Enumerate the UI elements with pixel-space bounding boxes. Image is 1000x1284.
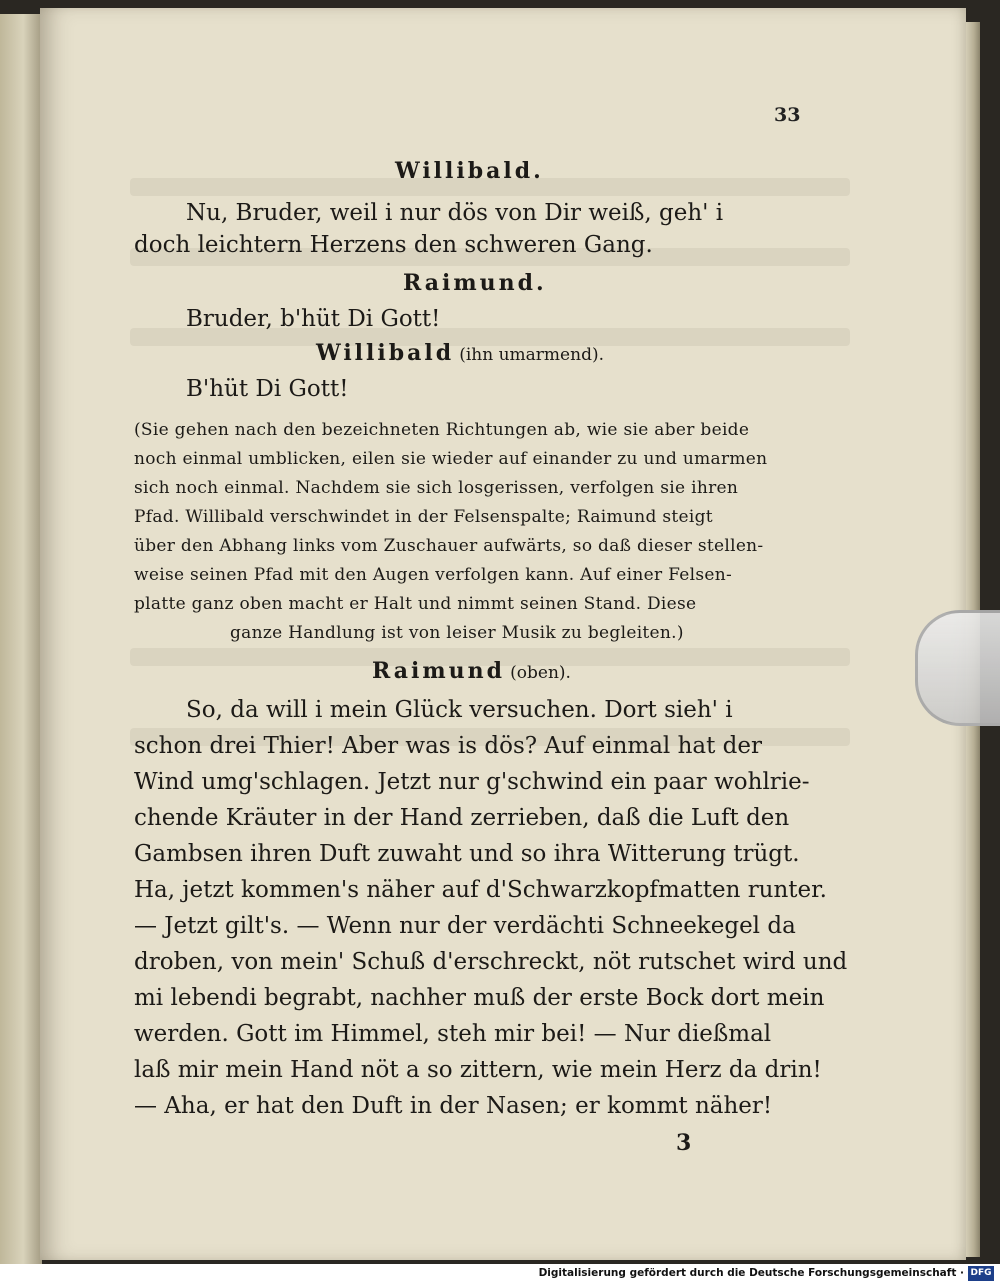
stage-direction-line: Pfad. Willibald verschwindet in der Felsenspalte; Raimund steigt bbox=[134, 507, 713, 527]
dialogue-line: doch leichtern Herzens den schweren Gang. bbox=[134, 232, 653, 258]
dialogue-line: B'hüt Di Gott! bbox=[186, 376, 349, 402]
dialogue-line: — Aha, er hat den Duft in der Nasen; er kommt näher! bbox=[134, 1093, 773, 1119]
signature-mark: 3 bbox=[676, 1130, 692, 1156]
speaker-line bbox=[316, 340, 604, 366]
stage-direction: (ihn umarmend). bbox=[459, 345, 604, 365]
speaker-line bbox=[372, 658, 571, 684]
dialogue-line: schon drei Thier! Aber was is dös? Auf einmal hat der bbox=[134, 733, 763, 759]
facing-page-edge bbox=[0, 14, 42, 1264]
stage-direction-line: weise seinen Pfad mit den Augen verfolgen kann. Auf einer Felsen- bbox=[134, 565, 733, 585]
dialogue-line: — Jetzt gilt's. — Wenn nur der verdächti Schneekegel da bbox=[134, 913, 796, 939]
page-clip bbox=[915, 610, 1000, 726]
speaker-name: Raimund. bbox=[403, 270, 547, 296]
dialogue-line: Gambsen ihren Duft zuwaht und so ihra Witterung trügt. bbox=[134, 841, 800, 867]
stage-direction-line: platte ganz oben macht er Halt und nimmt seinen Stand. Diese bbox=[134, 594, 697, 614]
stage-direction-line: ganze Handlung ist von leiser Musik zu begleiten.) bbox=[230, 623, 684, 643]
footer-bar bbox=[0, 1264, 1000, 1284]
dialogue-line: chende Kräuter in der Hand zerrieben, daß die Luft den bbox=[134, 805, 790, 831]
stage-direction-line: über den Abhang links vom Zuschauer aufwärts, so daß dieser stellen- bbox=[134, 536, 764, 556]
stage-direction: (oben). bbox=[510, 663, 571, 683]
dialogue-line: werden. Gott im Himmel, steh mir bei! — Nur dießmal bbox=[134, 1021, 772, 1047]
footer-credit: Digitalisierung gefördert durch die Deutsche Forschungsgemeinschaft · bbox=[538, 1267, 964, 1279]
dialogue-line: Wind umg'schlagen. Jetzt nur g'schwind ein paar wohlrie- bbox=[134, 769, 810, 795]
dialogue-line: droben, von mein' Schuß d'erschreckt, nöt rutschet wird und bbox=[134, 949, 848, 975]
speaker-name: Willibald. bbox=[395, 158, 544, 184]
dialogue-line: Ha, jetzt kommen's näher auf d'Schwarzkopfmatten runter. bbox=[134, 877, 827, 903]
dialogue-line: mi lebendi begrabt, nachher muß der erste Bock dort mein bbox=[134, 985, 825, 1011]
dialogue-line: Bruder, b'hüt Di Gott! bbox=[186, 306, 441, 332]
dfg-logo: DFG bbox=[968, 1266, 994, 1281]
speaker-name: Raimund bbox=[372, 658, 506, 684]
speaker-name: Willibald bbox=[316, 340, 455, 366]
stage-direction-line: noch einmal umblicken, eilen sie wieder auf einander zu und umarmen bbox=[134, 449, 768, 469]
dialogue-line: Nu, Bruder, weil i nur dös von Dir weiß, geh' i bbox=[186, 200, 724, 226]
page-number: 33 bbox=[774, 104, 801, 126]
dialogue-line: So, da will i mein Glück versuchen. Dort sieh' i bbox=[186, 697, 733, 723]
dialogue-line: laß mir mein Hand nöt a so zittern, wie mein Herz da drin! bbox=[134, 1057, 822, 1083]
stage-direction-line: (Sie gehen nach den bezeichneten Richtungen ab, wie sie aber beide bbox=[134, 420, 750, 440]
stage-direction-line: sich noch einmal. Nachdem sie sich losgerissen, verfolgen sie ihren bbox=[134, 478, 739, 498]
